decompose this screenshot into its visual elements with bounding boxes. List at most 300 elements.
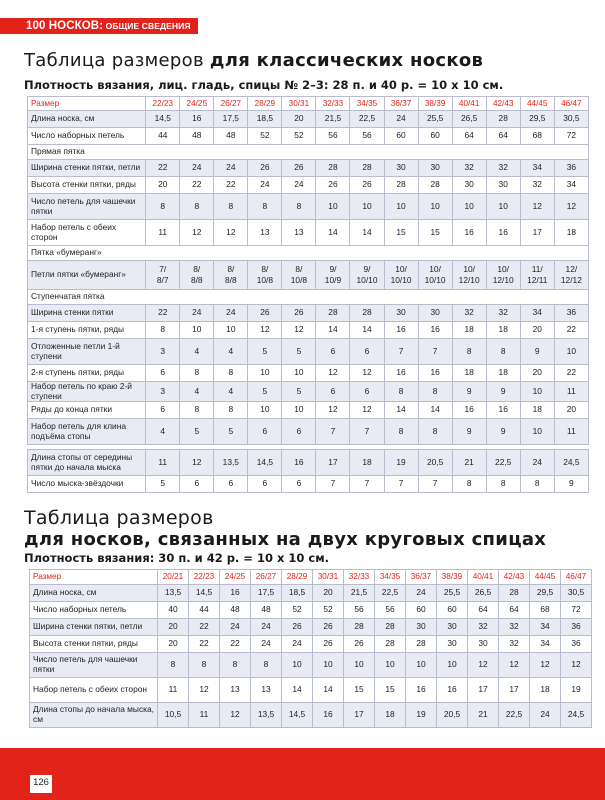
value-cell: 24,5 bbox=[554, 450, 588, 476]
value-cell: 26 bbox=[350, 177, 384, 194]
value-cell: 5 bbox=[214, 419, 248, 445]
table-row bbox=[28, 322, 589, 339]
value-cell: 10 bbox=[214, 322, 248, 339]
table-row bbox=[28, 402, 589, 419]
value-cell: 16 bbox=[313, 703, 344, 728]
value-cell: 22 bbox=[189, 636, 220, 653]
value-cell: 32 bbox=[486, 160, 520, 177]
value-cell: 30 bbox=[486, 177, 520, 194]
value-cell: 22 bbox=[214, 177, 248, 194]
value-cell: 8 bbox=[146, 322, 180, 339]
value-cell: 34 bbox=[530, 619, 561, 636]
value-cell: 6 bbox=[350, 339, 384, 365]
value-cell: 8 bbox=[452, 476, 486, 493]
row-label: Набор петель с обеих сторон bbox=[30, 678, 158, 703]
value-cell: 6 bbox=[316, 382, 350, 402]
section-label: Прямая пятка bbox=[28, 145, 589, 160]
value-cell: 10 bbox=[520, 382, 554, 402]
value-cell: 18 bbox=[486, 322, 520, 339]
value-bottom: 10/8 bbox=[290, 275, 308, 285]
value-cell: 8 bbox=[180, 402, 214, 419]
value-cell: 20 bbox=[554, 402, 588, 419]
value-cell bbox=[248, 261, 282, 290]
value-cell: 10 bbox=[350, 194, 384, 220]
value-cell: 6 bbox=[248, 419, 282, 445]
value-cell: 29,5 bbox=[520, 111, 554, 128]
value-cell bbox=[146, 261, 180, 290]
value-cell: 24 bbox=[180, 160, 214, 177]
table-row bbox=[28, 177, 589, 194]
table-row bbox=[30, 619, 592, 636]
size-cell: 28/29 bbox=[248, 97, 282, 111]
value-cell: 4 bbox=[214, 339, 248, 365]
value-cell: 6 bbox=[214, 476, 248, 493]
value-cell: 25,5 bbox=[418, 111, 452, 128]
value-cell: 32 bbox=[499, 619, 530, 636]
value-cell: 30,5 bbox=[561, 585, 592, 602]
value-cell: 18 bbox=[520, 402, 554, 419]
value-cell: 32 bbox=[452, 305, 486, 322]
row-label: Ширина стенки пятки, петли bbox=[30, 619, 158, 636]
value-cell: 17 bbox=[468, 678, 499, 703]
value-top: 8/ bbox=[295, 264, 303, 275]
size-cell: 44/45 bbox=[520, 97, 554, 111]
value-cell: 5 bbox=[282, 339, 316, 365]
value-cell: 28 bbox=[418, 177, 452, 194]
value-cell: 20 bbox=[158, 636, 189, 653]
size-cell: 42/43 bbox=[486, 97, 520, 111]
value-cell: 36 bbox=[561, 636, 592, 653]
value-cell: 6 bbox=[248, 476, 282, 493]
header-main: 100 НОСКОВ: bbox=[26, 20, 104, 32]
value-cell: 6 bbox=[146, 365, 180, 382]
section-label: Ступенчатая пятка bbox=[28, 290, 589, 305]
value-cell: 8 bbox=[282, 194, 316, 220]
value-cell: 28 bbox=[344, 619, 375, 636]
value-cell: 30,5 bbox=[554, 111, 588, 128]
value-bottom: 10/8 bbox=[256, 275, 274, 285]
value-cell: 8 bbox=[214, 365, 248, 382]
value-cell: 22,5 bbox=[499, 703, 530, 728]
value-cell: 11 bbox=[146, 220, 180, 246]
value-cell: 15 bbox=[384, 220, 418, 246]
value-cell: 28 bbox=[406, 636, 437, 653]
section-row bbox=[28, 290, 589, 305]
value-cell: 48 bbox=[180, 128, 214, 145]
value-cell: 28 bbox=[384, 177, 418, 194]
value-cell: 16 bbox=[220, 585, 251, 602]
value-bottom: 12/12 bbox=[560, 275, 582, 285]
value-cell: 26 bbox=[282, 305, 316, 322]
value-cell: 8 bbox=[486, 339, 520, 365]
value-cell: 56 bbox=[350, 128, 384, 145]
row-label: Высота стенки пятки, ряды bbox=[28, 177, 146, 194]
value-top: 8/ bbox=[227, 264, 235, 275]
value-cell: 28 bbox=[350, 305, 384, 322]
table-row bbox=[28, 305, 589, 322]
value-bottom: 10/9 bbox=[324, 275, 342, 285]
value-cell: 12 bbox=[468, 653, 499, 678]
value-cell: 34 bbox=[530, 636, 561, 653]
value-cell: 10 bbox=[282, 365, 316, 382]
value-cell bbox=[418, 261, 452, 290]
value-bottom: 10/10 bbox=[390, 275, 412, 285]
value-cell: 16 bbox=[406, 678, 437, 703]
value-cell: 10 bbox=[282, 653, 313, 678]
value-cell: 64 bbox=[486, 128, 520, 145]
value-cell: 26 bbox=[313, 619, 344, 636]
value-cell: 16 bbox=[452, 220, 486, 246]
value-cell: 6 bbox=[282, 476, 316, 493]
size-cell: 20/21 bbox=[158, 570, 189, 585]
value-cell: 12 bbox=[180, 220, 214, 246]
table-row bbox=[28, 111, 589, 128]
value-cell: 12 bbox=[520, 194, 554, 220]
value-cell: 8 bbox=[384, 382, 418, 402]
value-top: 10/ bbox=[395, 264, 407, 275]
value-cell: 30 bbox=[406, 619, 437, 636]
value-cell: 20 bbox=[520, 322, 554, 339]
value-cell: 16 bbox=[452, 402, 486, 419]
value-cell: 5 bbox=[248, 339, 282, 365]
value-top: 8/ bbox=[261, 264, 269, 275]
value-cell: 14 bbox=[418, 402, 452, 419]
value-cell: 13,5 bbox=[251, 703, 282, 728]
value-cell: 20,5 bbox=[437, 703, 468, 728]
value-cell: 7 bbox=[418, 339, 452, 365]
value-cell: 16 bbox=[418, 322, 452, 339]
size-cell: 36/37 bbox=[384, 97, 418, 111]
row-label: Длина носка, см bbox=[28, 111, 146, 128]
value-cell: 11 bbox=[146, 450, 180, 476]
value-top: 12/ bbox=[565, 264, 578, 275]
value-cell: 48 bbox=[220, 602, 251, 619]
value-cell bbox=[214, 261, 248, 290]
value-cell: 8 bbox=[214, 194, 248, 220]
table-row bbox=[28, 382, 589, 402]
size-header-row bbox=[30, 570, 592, 585]
value-cell: 40 bbox=[158, 602, 189, 619]
value-cell: 26 bbox=[282, 619, 313, 636]
value-cell: 8 bbox=[251, 653, 282, 678]
value-cell: 26 bbox=[248, 305, 282, 322]
value-cell: 5 bbox=[282, 382, 316, 402]
value-cell: 8 bbox=[189, 653, 220, 678]
value-cell: 12 bbox=[350, 402, 384, 419]
value-cell: 60 bbox=[437, 602, 468, 619]
value-cell: 24 bbox=[530, 703, 561, 728]
value-cell: 26 bbox=[344, 636, 375, 653]
table-row bbox=[28, 476, 589, 493]
size-cell: 32/33 bbox=[344, 570, 375, 585]
table-row bbox=[30, 636, 592, 653]
value-cell: 10 bbox=[248, 365, 282, 382]
value-cell: 16 bbox=[418, 365, 452, 382]
value-cell: 24 bbox=[251, 636, 282, 653]
value-cell: 52 bbox=[282, 602, 313, 619]
table-row bbox=[30, 602, 592, 619]
value-cell bbox=[282, 261, 316, 290]
value-cell: 24,5 bbox=[561, 703, 592, 728]
size-cell: 30/31 bbox=[313, 570, 344, 585]
value-cell: 22,5 bbox=[350, 111, 384, 128]
value-cell: 8 bbox=[248, 194, 282, 220]
value-cell: 7 bbox=[418, 476, 452, 493]
value-cell: 32 bbox=[520, 177, 554, 194]
value-cell: 26,5 bbox=[468, 585, 499, 602]
value-cell: 12 bbox=[554, 194, 588, 220]
size-cell: 40/41 bbox=[452, 97, 486, 111]
row-label: Ширина стенки пятки bbox=[28, 305, 146, 322]
value-cell: 22 bbox=[220, 636, 251, 653]
value-bottom: 12/10 bbox=[492, 275, 514, 285]
value-cell: 22 bbox=[189, 619, 220, 636]
value-cell: 24 bbox=[384, 111, 418, 128]
value-cell: 12 bbox=[530, 653, 561, 678]
value-cell: 56 bbox=[344, 602, 375, 619]
value-cell: 28 bbox=[499, 585, 530, 602]
value-cell: 6 bbox=[146, 402, 180, 419]
value-cell: 20 bbox=[520, 365, 554, 382]
value-cell: 17,5 bbox=[251, 585, 282, 602]
value-cell: 72 bbox=[554, 128, 588, 145]
section-label: Пятка «бумеранг» bbox=[28, 246, 589, 261]
value-cell: 13 bbox=[251, 678, 282, 703]
value-cell: 17 bbox=[499, 678, 530, 703]
value-cell: 4 bbox=[180, 339, 214, 365]
value-cell: 10 bbox=[486, 194, 520, 220]
value-cell: 11 bbox=[554, 419, 588, 445]
size-cell: 26/27 bbox=[251, 570, 282, 585]
table-row bbox=[28, 365, 589, 382]
value-cell: 14,5 bbox=[248, 450, 282, 476]
header-sub: ОБЩИЕ СВЕДЕНИЯ bbox=[103, 21, 191, 31]
value-top: 10/ bbox=[463, 264, 475, 275]
value-cell bbox=[486, 261, 520, 290]
value-cell: 56 bbox=[375, 602, 406, 619]
value-cell: 8 bbox=[452, 339, 486, 365]
section-row bbox=[28, 145, 589, 160]
value-cell: 30 bbox=[452, 177, 486, 194]
value-cell: 20 bbox=[313, 585, 344, 602]
value-cell: 24 bbox=[282, 177, 316, 194]
table-row bbox=[28, 339, 589, 365]
size-cell: 42/43 bbox=[499, 570, 530, 585]
value-top: 9/ bbox=[329, 264, 337, 275]
value-cell: 11 bbox=[554, 382, 588, 402]
row-label: Число наборных петель bbox=[28, 128, 146, 145]
value-cell: 28 bbox=[375, 619, 406, 636]
row-label: 2-я ступень пятки, ряды bbox=[28, 365, 146, 382]
value-cell: 10,5 bbox=[158, 703, 189, 728]
value-cell: 25,5 bbox=[437, 585, 468, 602]
value-cell: 3 bbox=[146, 382, 180, 402]
value-cell: 14 bbox=[313, 678, 344, 703]
row-label: Длина стопы от середины пятки до начала мыска bbox=[28, 450, 146, 476]
value-cell: 16 bbox=[180, 111, 214, 128]
value-cell: 12 bbox=[189, 678, 220, 703]
table-row bbox=[28, 261, 589, 290]
value-cell: 14 bbox=[316, 220, 350, 246]
row-label: Длина носка, см bbox=[30, 585, 158, 602]
size-label: Размер bbox=[30, 570, 158, 585]
table-row bbox=[28, 160, 589, 177]
value-cell: 10 bbox=[282, 402, 316, 419]
value-cell: 21,5 bbox=[344, 585, 375, 602]
value-cell: 60 bbox=[384, 128, 418, 145]
value-cell: 64 bbox=[452, 128, 486, 145]
value-cell: 9 bbox=[452, 382, 486, 402]
value-cell: 24 bbox=[220, 619, 251, 636]
value-cell: 14 bbox=[384, 402, 418, 419]
value-cell: 10 bbox=[313, 653, 344, 678]
value-cell: 12 bbox=[282, 322, 316, 339]
value-cell: 28 bbox=[375, 636, 406, 653]
value-cell: 28 bbox=[316, 305, 350, 322]
value-cell: 14,5 bbox=[146, 111, 180, 128]
value-cell: 14 bbox=[316, 322, 350, 339]
value-cell: 30 bbox=[468, 636, 499, 653]
value-cell: 6 bbox=[180, 476, 214, 493]
value-cell: 6 bbox=[316, 339, 350, 365]
value-cell: 14,5 bbox=[282, 703, 313, 728]
row-label: Петли пятки «бумеранг» bbox=[28, 261, 146, 290]
size-cell: 44/45 bbox=[530, 570, 561, 585]
value-cell: 18,5 bbox=[282, 585, 313, 602]
value-cell: 60 bbox=[406, 602, 437, 619]
value-cell bbox=[520, 261, 554, 290]
size-cell: 38/39 bbox=[437, 570, 468, 585]
value-cell: 9 bbox=[486, 419, 520, 445]
table-row bbox=[28, 450, 589, 476]
value-bottom: 10/10 bbox=[356, 275, 378, 285]
value-cell bbox=[350, 261, 384, 290]
size-cell: 38/39 bbox=[418, 97, 452, 111]
value-cell: 15 bbox=[375, 678, 406, 703]
value-cell: 8 bbox=[220, 653, 251, 678]
size-cell: 30/31 bbox=[282, 97, 316, 111]
value-cell: 30 bbox=[437, 619, 468, 636]
value-cell: 14,5 bbox=[189, 585, 220, 602]
value-cell: 18,5 bbox=[248, 111, 282, 128]
value-cell: 8 bbox=[158, 653, 189, 678]
value-top: 10/ bbox=[497, 264, 510, 275]
value-cell: 14 bbox=[350, 220, 384, 246]
value-cell: 17 bbox=[520, 220, 554, 246]
value-cell: 18 bbox=[375, 703, 406, 728]
size-cell: 22/23 bbox=[146, 97, 180, 111]
value-cell: 3 bbox=[146, 339, 180, 365]
table2-title-line1: Таблица размеров bbox=[24, 507, 214, 529]
value-cell: 18 bbox=[554, 220, 588, 246]
value-cell: 52 bbox=[282, 128, 316, 145]
value-cell: 14 bbox=[282, 678, 313, 703]
value-cell: 22 bbox=[146, 305, 180, 322]
value-top: 11/ bbox=[531, 264, 543, 275]
value-cell: 13,5 bbox=[158, 585, 189, 602]
size-cell: 40/41 bbox=[468, 570, 499, 585]
row-label: Набор петель по краю 2-й ступени bbox=[28, 382, 146, 402]
value-cell: 12 bbox=[180, 450, 214, 476]
value-bottom: 8/7 bbox=[156, 275, 169, 285]
value-cell: 22 bbox=[180, 177, 214, 194]
value-cell: 36 bbox=[561, 619, 592, 636]
value-cell: 10 bbox=[418, 194, 452, 220]
row-label: Длина стопы до начала мыска, см bbox=[30, 703, 158, 728]
value-cell: 26 bbox=[313, 636, 344, 653]
value-cell: 10 bbox=[180, 322, 214, 339]
value-cell: 34 bbox=[554, 177, 588, 194]
value-cell: 8 bbox=[418, 419, 452, 445]
table-row bbox=[28, 220, 589, 246]
value-cell: 72 bbox=[561, 602, 592, 619]
value-cell: 4 bbox=[146, 419, 180, 445]
table-row bbox=[30, 678, 592, 703]
value-cell: 10 bbox=[406, 653, 437, 678]
value-cell: 9 bbox=[486, 382, 520, 402]
value-cell: 48 bbox=[251, 602, 282, 619]
value-cell bbox=[180, 261, 214, 290]
size-table-classic bbox=[27, 96, 589, 493]
size-cell: 36/37 bbox=[406, 570, 437, 585]
value-cell: 13,5 bbox=[214, 450, 248, 476]
value-cell: 24 bbox=[520, 450, 554, 476]
value-cell: 16 bbox=[437, 678, 468, 703]
value-cell: 8 bbox=[180, 365, 214, 382]
size-cell: 22/23 bbox=[189, 570, 220, 585]
row-label: Ряды до конца пятки bbox=[28, 402, 146, 419]
table2-title-bold: для носков, связанных на двух круговых спицах bbox=[24, 529, 547, 550]
table1-title-prefix: Таблица размеров bbox=[24, 50, 210, 71]
value-cell: 16 bbox=[384, 365, 418, 382]
value-bottom: 10/10 bbox=[424, 275, 446, 285]
value-cell: 10 bbox=[316, 194, 350, 220]
row-label: Набор петель с обеих сторон bbox=[28, 220, 146, 246]
value-cell: 5 bbox=[146, 476, 180, 493]
value-cell: 16 bbox=[282, 450, 316, 476]
value-cell: 22,5 bbox=[486, 450, 520, 476]
value-cell: 12 bbox=[499, 653, 530, 678]
value-cell: 20,5 bbox=[418, 450, 452, 476]
value-cell: 8 bbox=[146, 194, 180, 220]
value-cell: 18 bbox=[486, 365, 520, 382]
value-cell: 64 bbox=[499, 602, 530, 619]
size-cell: 28/29 bbox=[282, 570, 313, 585]
size-cell: 32/33 bbox=[316, 97, 350, 111]
row-label: Высота стенки пятки, ряды bbox=[30, 636, 158, 653]
value-cell: 60 bbox=[418, 128, 452, 145]
value-cell: 12 bbox=[248, 322, 282, 339]
value-cell: 5 bbox=[248, 382, 282, 402]
value-cell: 44 bbox=[189, 602, 220, 619]
value-cell: 9 bbox=[554, 476, 588, 493]
value-cell: 10 bbox=[248, 402, 282, 419]
value-cell: 17 bbox=[344, 703, 375, 728]
value-cell: 52 bbox=[248, 128, 282, 145]
size-cell: 34/35 bbox=[375, 570, 406, 585]
value-cell: 8 bbox=[486, 476, 520, 493]
value-cell: 16 bbox=[486, 402, 520, 419]
value-cell: 8 bbox=[384, 419, 418, 445]
value-cell: 22 bbox=[554, 365, 588, 382]
table1-title-bold: для классических носков bbox=[209, 50, 484, 71]
value-cell: 9 bbox=[520, 339, 554, 365]
table-row bbox=[30, 653, 592, 678]
value-cell: 4 bbox=[180, 382, 214, 402]
value-cell: 7 bbox=[350, 419, 384, 445]
value-cell: 10 bbox=[375, 653, 406, 678]
value-cell bbox=[452, 261, 486, 290]
